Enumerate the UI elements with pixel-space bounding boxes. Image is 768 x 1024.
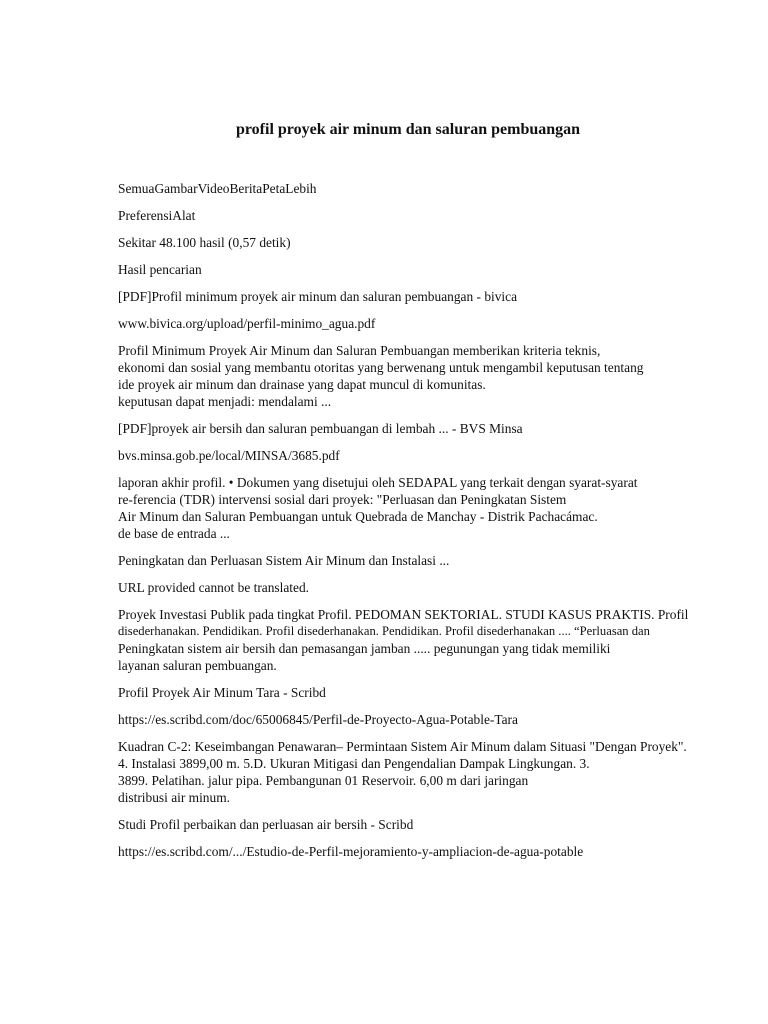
prefs-line: PreferensiAlat [118,208,196,223]
result-url: https://es.scribd.com/.../Estudio-de-Perfil-mejoramiento-y-ampliacion-de-agua-potable [118,844,584,859]
result-title: [PDF]Profil minimum proyek air minum dan saluran pembuangan - bivica [118,289,518,304]
snippet-line: Peningkatan sistem air bersih dan pemasangan jamban ..... pegunungan yang tidak memiliki [118,641,611,656]
page-title: profil proyek air minum dan saluran pembuangan [235,121,581,138]
snippet-line: keputusan dapat menjadi: mendalami ... [118,394,332,409]
result-snippet [118,738,738,806]
snippet-line: disederhanakan. Pendidikan. Profil disederhanakan. Pendidikan. Profil disederhanakan .... “Perluasan dan [118,624,650,638]
snippet-line: Air Minum dan Saluran Pembuangan untuk Quebrada de Manchay - Distrik Pachacámac. [118,509,598,524]
snippet-line: de base de entrada ... [118,526,230,541]
snippet-line: Kuadran C-2: Keseimbangan Penawaran– Permintaan Sistem Air Minum dalam Situasi "Dengan Proyek". [118,739,687,754]
result-snippet [118,474,738,542]
snippet-line: ide proyek air minum dan drainase yang dapat muncul di komunitas. [118,377,486,392]
nav-line: SemuaGambarVideoBeritaPetaLebih [118,181,317,196]
result-url: URL provided cannot be translated. [118,580,310,595]
result-title: Studi Profil perbaikan dan perluasan air bersih - Scribd [118,817,414,832]
result-title: Peningkatan dan Perluasan Sistem Air Minum dan Instalasi ... [118,553,450,568]
snippet-line: distribusi air minum. [118,790,230,805]
snippet-line: Proyek Investasi Publik pada tingkat Profil. PEDOMAN SEKTORIAL. STUDI KASUS PRAKTIS. Profil [118,607,689,622]
result-snippet [118,606,738,674]
snippet-line: Profil Minimum Proyek Air Minum dan Saluran Pembuangan memberikan kriteria teknis, [118,343,601,358]
search-results-text [118,180,738,870]
snippet-line: 4. Instalasi 3899,00 m. 5.D. Ukuran Mitigasi dan Pengendalian Dampak Lingkungan. 3. [118,756,590,771]
result-url: www.bivica.org/upload/perfil-minimo_agua.pdf [118,316,376,331]
snippet-line: 3899. Pelatihan. jalur pipa. Pembangunan 01 Reservoir. 6,00 m dari jaringan [118,773,529,788]
snippet-line: layanan saluran pembuangan. [118,658,277,673]
results-heading: Hasil pencarian [118,262,202,277]
snippet-line: laporan akhir profil. • Dokumen yang disetujui oleh SEDAPAL yang terkait dengan syarat-syarat [118,475,638,490]
result-url: https://es.scribd.com/doc/65006845/Perfil-de-Proyecto-Agua-Potable-Tara [118,712,518,727]
result-title: Profil Proyek Air Minum Tara - Scribd [118,685,326,700]
result-title: [PDF]proyek air bersih dan saluran pembuangan di lembah ... - BVS Minsa [118,421,523,436]
snippet-line: ekonomi dan sosial yang membantu otoritas yang berwenang untuk mengambil keputusan tentang [118,360,644,375]
result-snippet [118,342,738,410]
result-stats: Sekitar 48.100 hasil (0,57 detik) [118,235,291,250]
snippet-line: re-ferencia (TDR) intervensi sosial dari proyek: "Perluasan dan Peningkatan Sistem [118,492,567,507]
result-url: bvs.minsa.gob.pe/local/MINSA/3685.pdf [118,448,340,463]
